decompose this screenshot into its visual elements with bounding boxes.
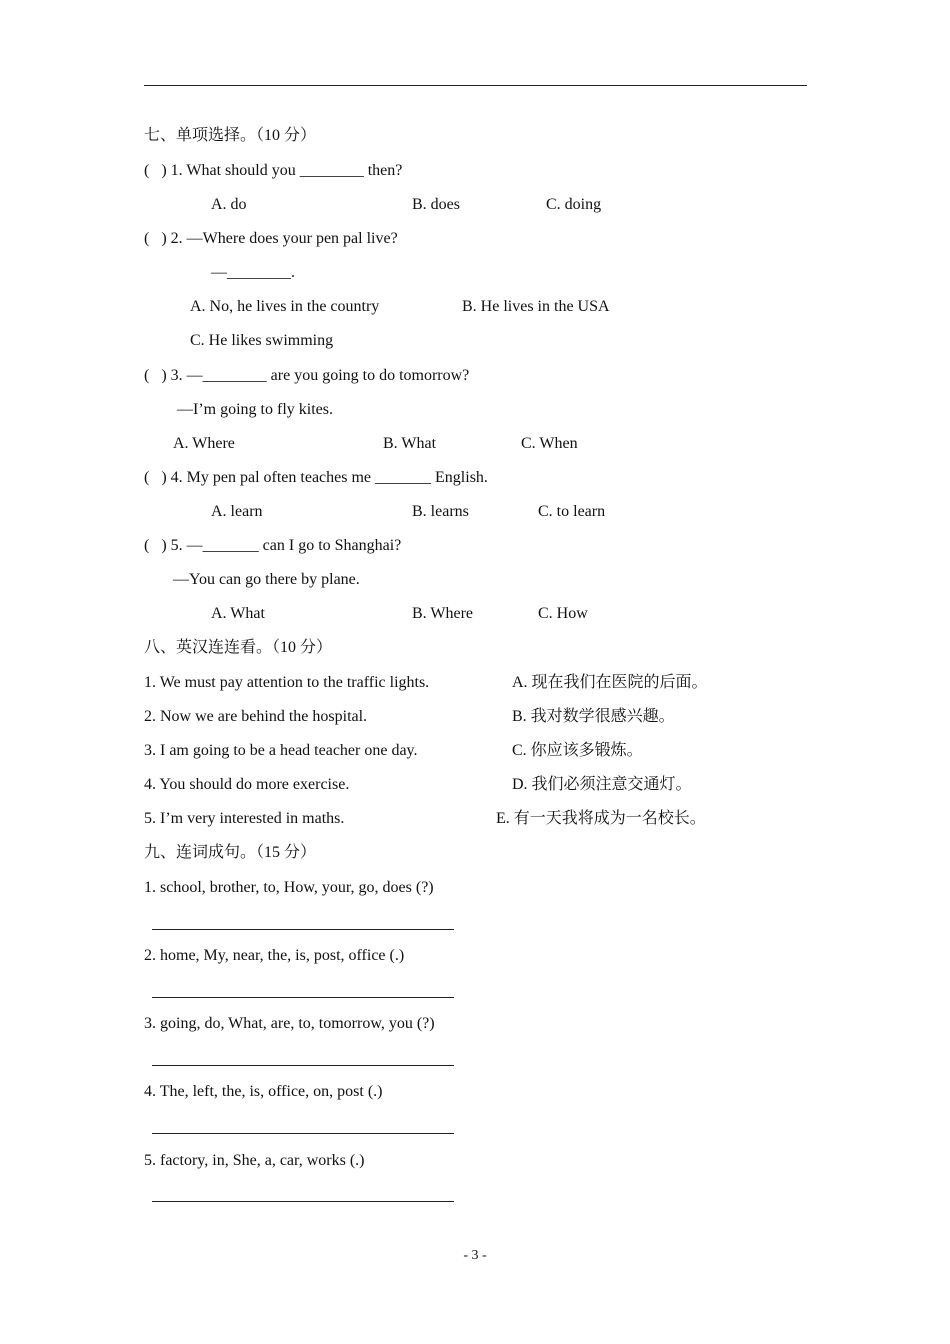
- match-left-item: 3. I am going to be a head teacher one day.: [144, 742, 418, 759]
- match-left-item: 4. You should do more exercise.: [144, 776, 350, 793]
- question-2-option-c: C. He likes swimming: [190, 332, 334, 349]
- question-4-stem: ( ) 4. My pen pal often teaches me _______ English.: [144, 469, 488, 486]
- match-right-item: D. 我们必须注意交通灯。: [512, 776, 692, 793]
- header-rule: [144, 85, 807, 86]
- question-4-option-c: C. to learn: [538, 503, 606, 520]
- section-8-heading: 八、英汉连连看。（10 分）: [144, 639, 333, 656]
- question-5-option-b: B. Where: [412, 605, 474, 622]
- page-number: - 3 -: [463, 1248, 487, 1263]
- match-left-item: 1. We must pay attention to the traffic lights.: [144, 674, 430, 691]
- answer-line[interactable]: [152, 997, 454, 998]
- question-1-stem: ( ) 1. What should you ________ then?: [144, 162, 403, 179]
- question-3-reply: —I’m going to fly kites.: [177, 401, 333, 418]
- question-2-stem: ( ) 2. —Where does your pen pal live?: [144, 230, 398, 247]
- question-5-option-a: A. What: [211, 605, 265, 622]
- question-2-answer-line: —________.: [211, 264, 295, 281]
- question-5-reply: —You can go there by plane.: [173, 571, 360, 588]
- question-4-option-a: A. learn: [211, 503, 263, 520]
- match-left-item: 5. I’m very interested in maths.: [144, 810, 345, 827]
- match-right-item: A. 现在我们在医院的后面。: [512, 674, 708, 691]
- question-1-option-c: C. doing: [546, 196, 602, 213]
- question-1-option-a: A. do: [211, 196, 247, 213]
- question-3-option-b: B. What: [383, 435, 437, 452]
- match-right-item: B. 我对数学很感兴趣。: [512, 708, 675, 725]
- sentence-prompt: 2. home, My, near, the, is, post, office (.): [144, 947, 405, 964]
- sentence-prompt: 4. The, left, the, is, office, on, post (.): [144, 1083, 383, 1100]
- answer-line[interactable]: [152, 1065, 454, 1066]
- question-4-option-b: B. learns: [412, 503, 469, 520]
- question-3-option-c: C. When: [521, 435, 578, 452]
- question-3-stem: ( ) 3. —________ are you going to do tomorrow?: [144, 367, 470, 384]
- question-2-option-a: A. No, he lives in the country: [190, 298, 380, 315]
- question-3-option-a: A. Where: [173, 435, 235, 452]
- answer-line[interactable]: [152, 929, 454, 930]
- sentence-prompt: 5. factory, in, She, a, car, works (.): [144, 1152, 365, 1169]
- question-2-option-b: B. He lives in the USA: [462, 298, 610, 315]
- question-1-option-b: B. does: [412, 196, 460, 213]
- answer-line[interactable]: [152, 1201, 454, 1202]
- section-9-heading: 九、连词成句。（15 分）: [144, 844, 317, 861]
- answer-line[interactable]: [152, 1133, 454, 1134]
- match-right-item: C. 你应该多锻炼。: [512, 742, 643, 759]
- match-right-item: E. 有一天我将成为一名校长。: [496, 810, 706, 827]
- sentence-prompt: 1. school, brother, to, How, your, go, does (?): [144, 879, 434, 896]
- question-5-stem: ( ) 5. —_______ can I go to Shanghai?: [144, 537, 402, 554]
- section-7-heading: 七、单项选择。（10 分）: [144, 127, 317, 144]
- question-5-option-c: C. How: [538, 605, 588, 622]
- match-left-item: 2. Now we are behind the hospital.: [144, 708, 368, 725]
- sentence-prompt: 3. going, do, What, are, to, tomorrow, you (?): [144, 1015, 435, 1032]
